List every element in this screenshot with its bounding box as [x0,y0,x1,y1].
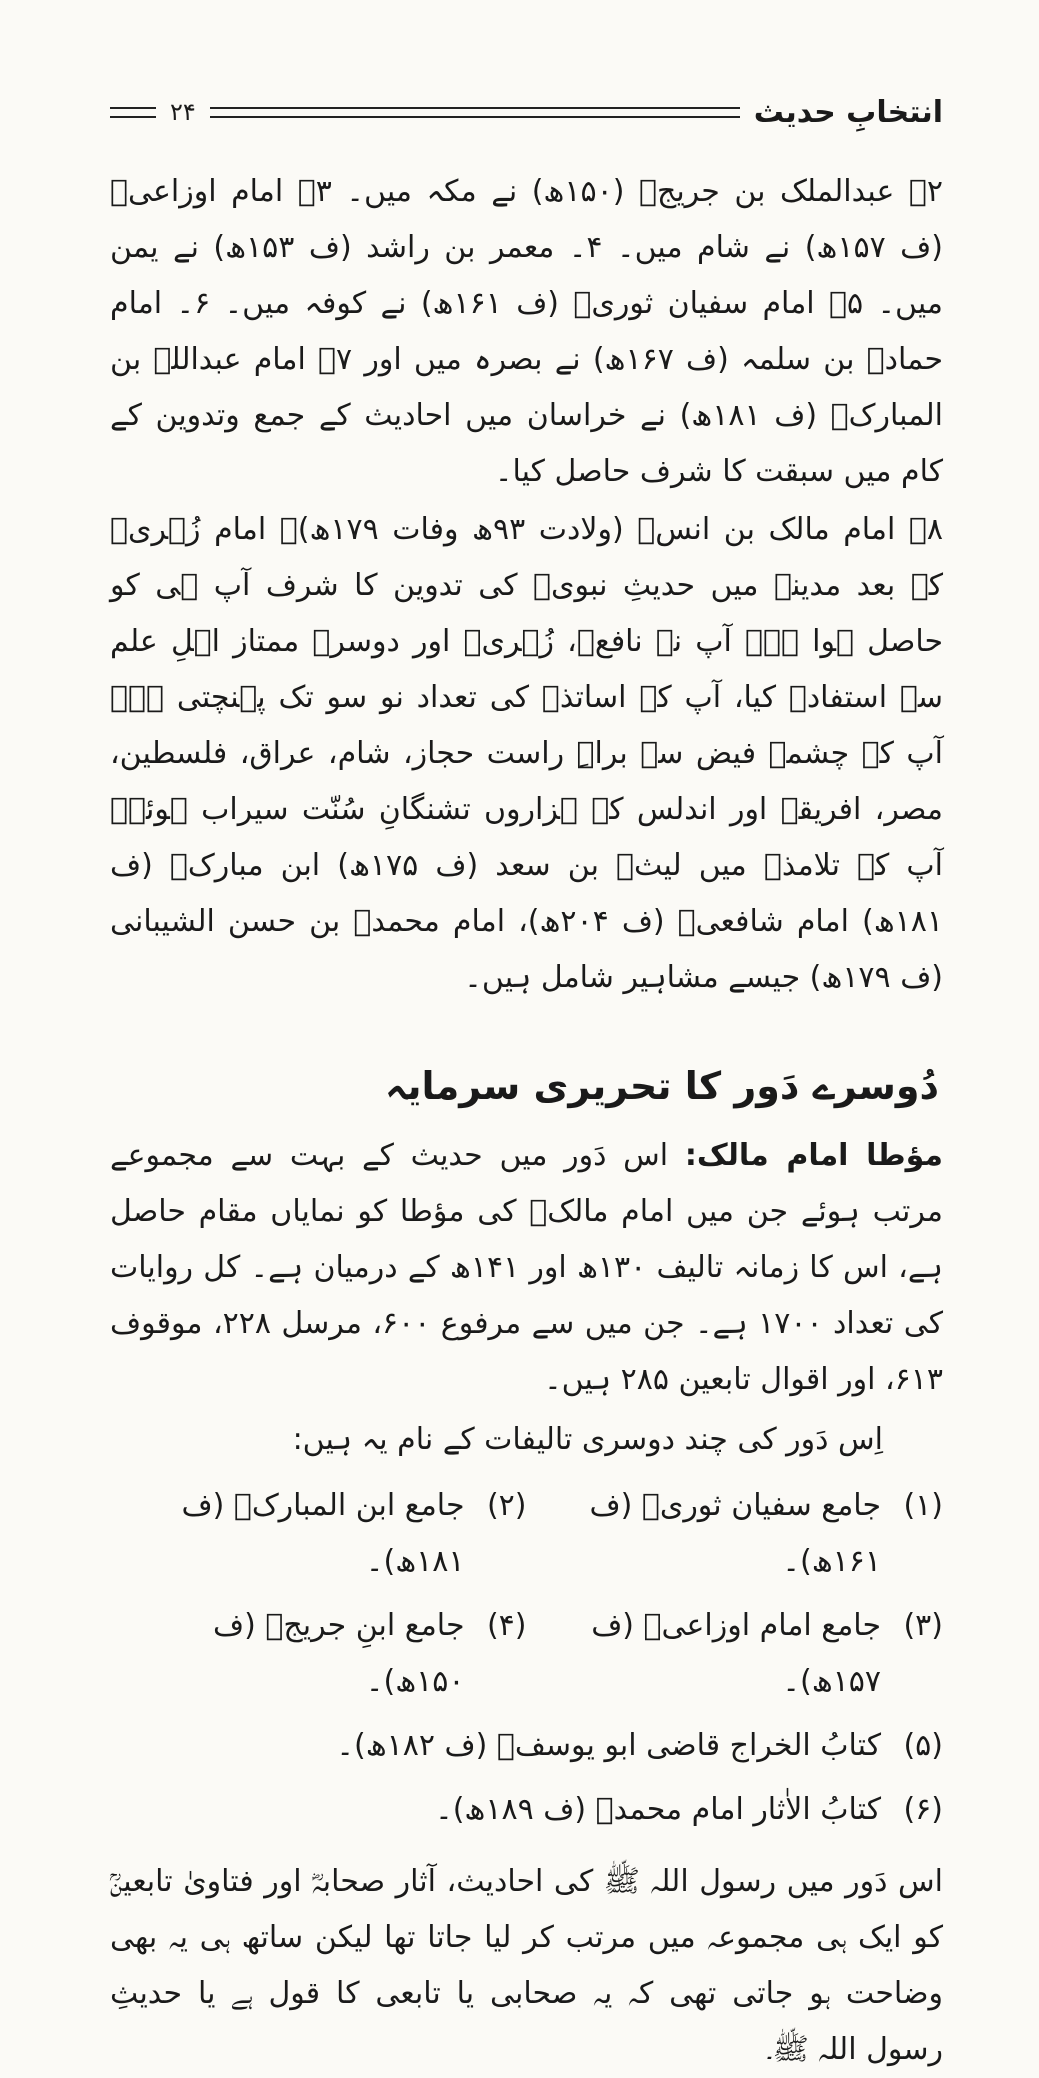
list-item-number: (۱) [903,1488,943,1523]
list-item-text: کتابُ الخراج قاضی ابو یوسفؒ (ف ۱۸۲ھ)۔ [336,1728,881,1763]
list-item [110,1598,527,1710]
list-item-text: کتابُ الاٰثار امام محمدؒ (ف ۱۸۹ھ)۔ [435,1792,881,1827]
muwatta-text: اس دَور میں حدیث کے بہت سے مجموعے مرتب ہوئے جن میں امام مالکؒ کی مؤطا کو نمایاں مقام حاصل ہے، اس کا زمانہ تالیف ۱۳۰ھ اور ۱۴۱ھ کے درمیان ہے۔ کل روایات کی تعداد ۱۷۰۰ ہے۔ جن میں سے مرفوع ۶۰۰، مرسل ۲۲۸، موقوف ۶۱۳، اور اقوال تابعین ۲۸۵ ہیں۔ [110,1138,943,1397]
paragraph-imam-malik: ۸۔ امام مالک بن انسؒ (ولادت ۹۳ھ وفات ۱۷۹ھ)۔ امام زُہریؒ کے بعد مدینہ میں حدیثِ نبویؐ کی تدوین کا شرف آپ ہی کو حاصل ہوا ہے۔ آپ نے نافعؒ، زُہریؒ اور دوسرے ممتاز اہلِ علم سے استفادہ کیا، آپ کے اساتذہ کی تعداد نو سو تک پہنچتی ہے۔ آپ کے چشمۂ فیض سے براہِ راست حجاز، شام، عراق، فلسطین، مصر، افریقہ اور اندلس کے ہزاروں تشنگانِ سُنّت سیراب ہوئے۔ آپ کے تلامذہ میں لیثؒ بن سعد (ف ۱۷۵ھ) ابن مبارکؒ (ف ۱۸۱ھ) امام شافعیؒ (ف ۲۰۴ھ)، امام محمدؒ بن حسن الشیبانی (ف ۱۷۹ھ) جیسے مشاہیر شامل ہیں۔ [110,512,944,995]
list-item-text: جامع سفیان ثوریؒ (ف ۱۶۱ھ)۔ [589,1488,881,1579]
running-title: انتخابِ حدیث [753,94,943,130]
works-intro: اِس دَور کی چند دوسری تالیفات کے نام یہ ہیں: [292,1422,883,1457]
list-item-number: (۶) [903,1792,943,1827]
list-item [110,1718,943,1774]
list-item-number: (۵) [903,1728,943,1763]
list-item-number: (۴) [486,1608,527,1643]
works-row [110,1718,943,1774]
list-item-text: جامع امام اوزاعیؒ (ف ۱۵۷ھ)۔ [591,1608,881,1699]
header-rule-short [110,107,156,118]
works-list [110,1478,943,1838]
works-row [110,1598,943,1710]
list-item-number: (۳) [903,1608,943,1643]
list-item-text: جامع ابن المبارکؒ (ف ۱۸۱ھ)۔ [181,1488,465,1579]
muwatta-label: مؤطا امام مالک: [684,1138,943,1173]
list-item-number: (۲) [486,1488,527,1523]
list-item-text: جامع ابنِ جریجؒ (ف ۱۵۰ھ)۔ [213,1608,465,1699]
list-item [527,1598,944,1710]
works-row [110,1478,943,1590]
page-number: ۲۴ [170,98,196,126]
paragraph-compilers: ۲۔ عبدالملک بن جریجؒ (۱۵۰ھ) نے مکہ میں۔ ۳۔ امام اوزاعیؒ (ف ۱۵۷ھ) نے شام میں۔ ۴۔ معمر بن راشد (ف ۱۵۳ھ) نے یمن میں۔ ۵۔ امام سفیان ثوریؒ (ف ۱۶۱ھ) نے کوفہ میں۔ ۶۔ امام حمادؒ بن سلمہ (ف ۱۶۷ھ) نے بصرہ میں اور ۷۔ امام عبداللہ بن المبارکؒ (ف ۱۸۱ھ) نے خراسان میں احادیث کے جمع وتدوین کے کام میں سبقت کا شرف حاصل کیا۔ [110,174,944,489]
list-item [527,1478,944,1590]
works-row [110,1782,943,1838]
header-rule-long [210,107,740,118]
list-item [110,1478,527,1590]
paragraph-closing: اس دَور میں رسول اللہ ﷺ کی احادیث، آثار صحابہؓ اور فتاویٰ تابعینؒ کو ایک ہی مجموعہ میں مرتب کر لیا جاتا تھا لیکن ساتھ ہی یہ بھی وضاحت ہو جاتی تھی کہ یہ صحابی یا تابعی کا قول ہے یا حدیثِ رسول اللہ ﷺ۔ [110,1864,943,2067]
list-item [110,1782,943,1838]
section-heading: دُوسرے دَور کا تحریری سرمایہ [384,1064,939,1108]
paragraph-muwatta [110,1128,943,1408]
page-body [110,164,943,2078]
running-header [110,92,943,132]
